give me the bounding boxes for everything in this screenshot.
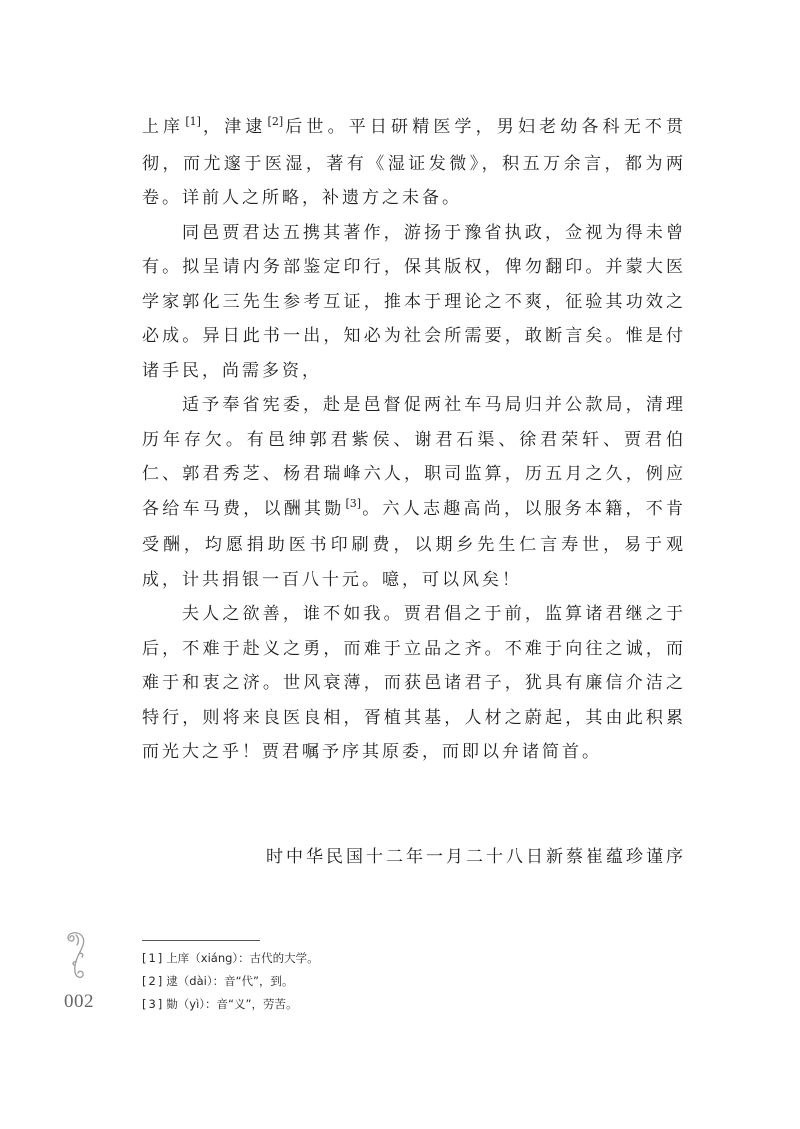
paragraph-text: ，津逮 — [201, 117, 267, 137]
preface-body — [142, 110, 686, 770]
paragraph-2 — [142, 216, 686, 389]
paragraph-text: 后世。平日研精医学，男妇老幼各科无不贯彻，而尤邃于医湿，著有《湿证发微》，积五万余言，都为两卷。详前人之所略，补遗方之未备。 — [142, 117, 687, 208]
footnote-ref-3[interactable]: [3] — [345, 496, 362, 510]
footnote-3 — [142, 993, 542, 1016]
footnote-number: [3] — [142, 997, 165, 1011]
footnotes — [142, 947, 542, 1016]
paragraph-text: 夫人之欲善，谁不如我。贾君倡之于前，监算诸君继之于后，不难于赴义之勇，而难于立品之齐。不难于向往之诚，而难于和衷之济。世风衰薄，而获邑诸君子，犹具有廉信介洁之特行，则将来良医良相，胥植其基，人材之蔚起，其由此积累而光大之乎！贾君嘱予序其原委，而即以弁诸简首。 — [142, 604, 686, 762]
signature-line: 时中华民国十二年一月二十八日新蔡崔蕴珍谨序 — [266, 847, 686, 867]
paragraph-1 — [142, 110, 686, 216]
page-number: 002 — [64, 991, 94, 1012]
footnote-text: 勚（yì）：音“义”，劳苦。 — [166, 997, 298, 1011]
footnote-divider — [142, 940, 260, 941]
footnote-1 — [142, 947, 542, 970]
footnote-number: [2] — [142, 974, 165, 988]
paragraph-4 — [142, 597, 686, 770]
footnote-2 — [142, 970, 542, 993]
footnote-text: 逮（dài）：音“代”，到。 — [166, 974, 294, 988]
paragraph-text: 上庠 — [142, 117, 185, 137]
paragraph-text: 。六人志趣高尚，以服务本籍，不肯受酬，均愿捐助医书印刷费，以期乡先生仁言寿世，易于观成，计共捐银一百八十元。噫，可以风矣！ — [142, 498, 687, 590]
floral-scroll-icon — [62, 930, 90, 982]
paragraph-3 — [142, 388, 686, 597]
paragraph-text: 同邑贾君达五携其著作，游扬于豫省执政，佥视为得未曾有。拟呈请内务部鉴定印行，保其版权，俾勿翻印。并蒙大医学家郭化三先生参考互证，推本于理论之不爽，征验其功效之必成。异日此书一出，知必为社会所需要，敢断言矣。惟是付诸手民，尚需多资， — [142, 222, 686, 381]
footnote-ref-2[interactable]: [2] — [267, 115, 284, 128]
footnote-number: [1] — [142, 951, 165, 965]
footnote-text: 上庠（xiáng）：古代的大学。 — [166, 951, 319, 965]
paragraph-text: 适予奉省宪委，赴是邑督促两社车马局归并公款局，清理历年存欠。有邑绅郭君紫侯、谢君石渠、徐君荣轩、贾君伯仁、郭君秀芝、杨君瑞峰六人，职司监算，历五月之久，例应各给车马费，以酬其勚 — [142, 395, 686, 519]
footnote-ref-1[interactable]: [1] — [185, 115, 201, 128]
